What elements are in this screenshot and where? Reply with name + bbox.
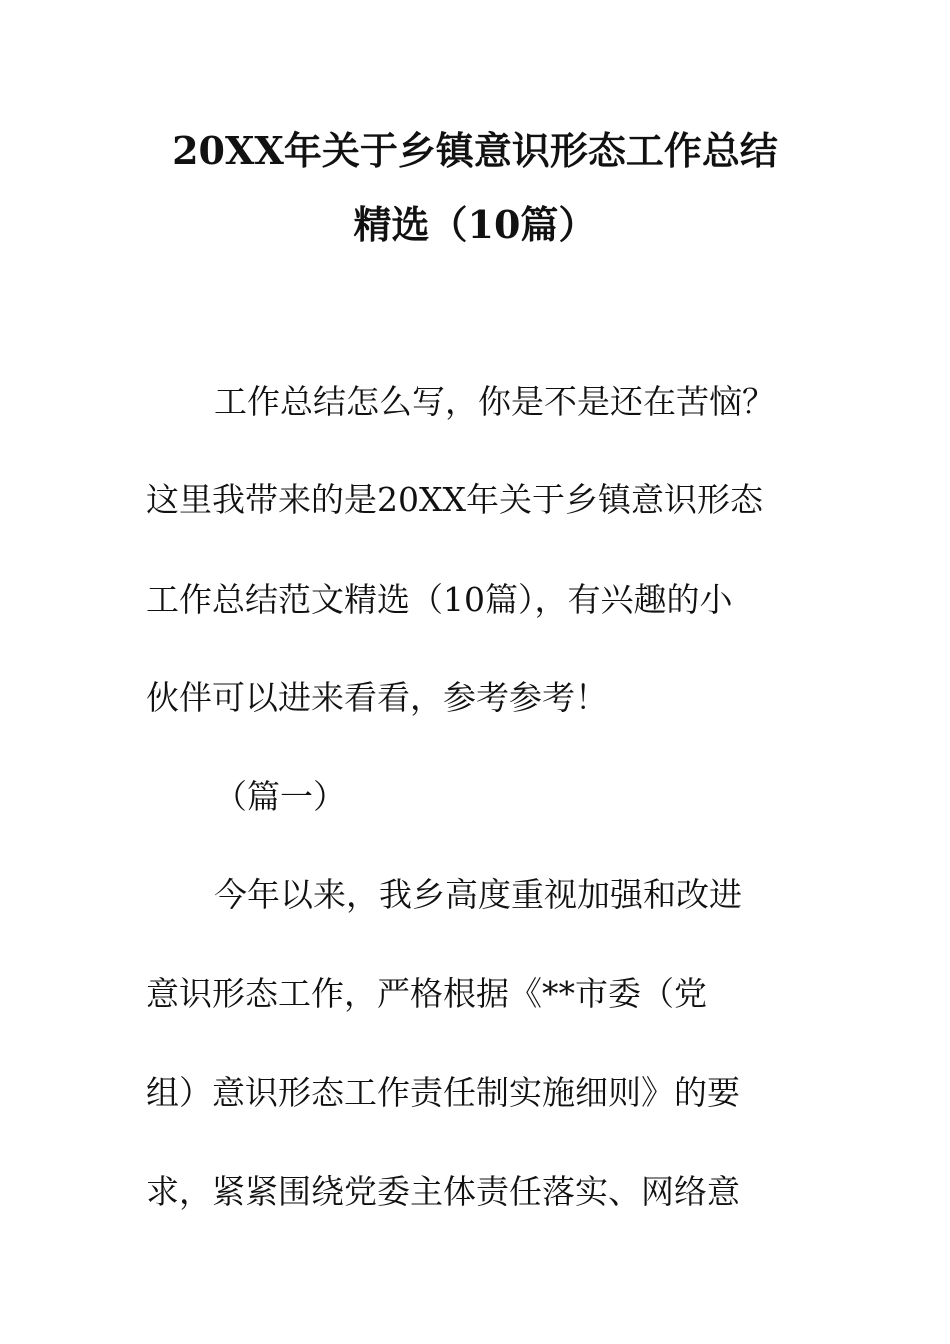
intro-line-2: 这里我带来的是20XX年关于乡镇意识形态 bbox=[146, 480, 763, 519]
body-line-1: 今年以来，我乡高度重视加强和改进 bbox=[214, 875, 742, 914]
section-heading: （篇一） bbox=[214, 777, 346, 816]
document-title-line-1: 20XX年关于乡镇意识形态工作总结 bbox=[172, 128, 778, 173]
document-title-line-2: 精选（10篇） bbox=[353, 202, 597, 247]
intro-line-4: 伙伴可以进来看看，参考参考！ bbox=[146, 678, 608, 717]
body-line-2: 意识形态工作，严格根据《**市委（党 bbox=[146, 974, 707, 1013]
body-line-3: 组）意识形态工作责任制实施细则》的要 bbox=[146, 1073, 740, 1112]
body-line-4: 求，紧紧围绕党委主体责任落实、网络意 bbox=[146, 1172, 740, 1211]
intro-line-3: 工作总结范文精选（10篇），有兴趣的小 bbox=[146, 580, 733, 619]
intro-line-1: 工作总结怎么写，你是不是还在苦恼？ bbox=[214, 382, 775, 421]
